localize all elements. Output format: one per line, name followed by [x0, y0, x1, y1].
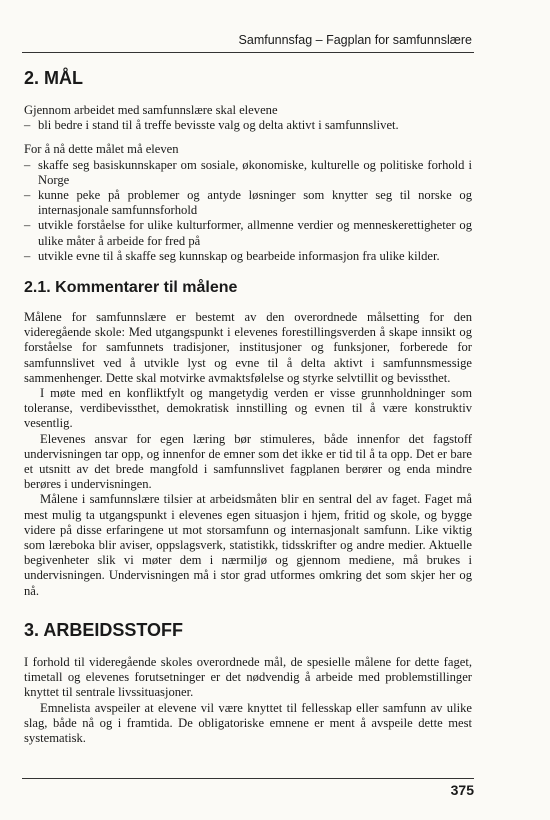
page-number: 375 [450, 782, 474, 798]
header-divider [22, 52, 474, 53]
paragraph: Målene for samfunnslære er bestemt av den overordnede målsetting for den videregående skole: Med utgangspunkt i elevenes forestillingsverden å skape innsikt og forståelse for samfunnets tradisjoner, institusjoner og funksjoner, forberede for samfunnslivet ved å utvikle lyst og evne til å delta aktivt i samfunnsmessige sammenhenger. Dette skal motvirke avmaktsfølelse og styrke selvtillit og bevissthet. [24, 310, 472, 385]
running-header: Samfunnsfag – Fagplan for samfunnslære [238, 33, 472, 47]
paragraph: I forhold til videregående skoles overordnede mål, de spesielle målene for dette faget, timetall og elevenes forutsetninger er det nødvendig å arbeide med problemstillinger knyttet til sentrale livssituasjoner. [24, 654, 472, 700]
section-2-heading: 2. MÅL [24, 68, 84, 88]
paragraph: Målene i samfunnslære tilsier at arbeidsmåten blir en sentral del av faget. Faget må mest mulig ta utgangspunkt i elevenes egen situasjon i hjem, fritid og skole, og bygge videre på disse erfaringene ut mot storsamfunn og internasjonalt samfunn. Like viktig som læreboka blir aviser, oppslagsverk, statistikk, tidsskrifter og andre medier. Aktuelle begivenheter slik vi møter dem i nærmiljø og gjennom mediene, må brukes i undervisningen. Undervisningen må i stor grad utformes omkring det som skjer her og nå. [24, 492, 472, 598]
footer-divider [22, 778, 474, 779]
paragraph: I møte med en konfliktfylt og mangetydig verden er visse grunnholdninger som toleranse, verdibevissthet, demokratisk innstilling og evnen til å være konstruktiv vesentlig. [24, 386, 472, 431]
section-2-intro-list [24, 118, 472, 133]
list-item: – bli bedre i stand til å treffe bevisste valg og delta aktivt i samfunnslivet. [24, 118, 472, 133]
section-2-goal-list [24, 158, 472, 264]
paragraph: Emnelista avspeiler at elevene vil være knyttet til fellesskap eller samfunn av ulike slag, både nå og i framtida. De obligatoriske emnene er ment å avspeile dette mest systematisk. [24, 700, 472, 745]
list-item: – utvikle evne til å skaffe seg kunnskap og bearbeide informasjon fra ulike kilder. [24, 249, 472, 264]
section-3-heading: 3. ARBEIDSSTOFF [24, 619, 184, 640]
page-body [24, 67, 472, 746]
paragraph: Elevenes ansvar for egen læring bør stimuleres, både innenfor det fagstoff undervisningen tar opp, og innenfor de emner som det ikke er tid til å ta opp. Det er bare et utsnitt av det brede mangfold i samfunnslivet fagplanen berører og enda mindre berøres i undervisningen. [24, 431, 472, 492]
list-item: – utvikle forståelse for ulike kulturformer, allmenne verdier og menneskerettigheter og ulike måter å arbeide for fred på [24, 218, 472, 248]
list-item: – kunne peke på problemer og antyde løsninger som knytter seg til norske og internasjonale samfunnsforhold [24, 188, 472, 218]
section-2-lead: For å nå dette målet må eleven [24, 142, 179, 157]
section-2-intro: Gjennom arbeidet med samfunnslære skal elevene [24, 103, 278, 117]
list-item: – skaffe seg basiskunnskaper om sosiale, økonomiske, kulturelle og politiske forhold i Norge [24, 158, 472, 188]
section-2-1-heading: 2.1. Kommentarer til målene [24, 279, 238, 297]
